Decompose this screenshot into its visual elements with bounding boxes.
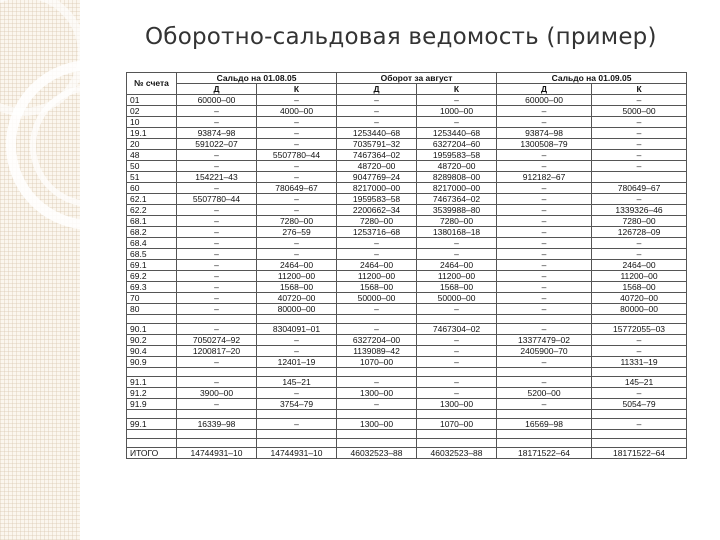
amount-cell: –: [337, 249, 417, 260]
amount-cell: 18171522–64: [497, 448, 592, 459]
table-row: [127, 106, 687, 117]
amount-cell: –: [177, 260, 257, 271]
account-cell: 68.1: [127, 216, 177, 227]
table-row: [127, 150, 687, 161]
table-row: [127, 161, 687, 172]
debit-header: Д: [337, 84, 417, 95]
amount-cell: –: [177, 183, 257, 194]
debit-header: Д: [177, 84, 257, 95]
amount-cell: [497, 368, 592, 377]
amount-cell: –: [497, 293, 592, 304]
amount-cell: 8289808–00: [417, 172, 497, 183]
amount-cell: –: [592, 335, 687, 346]
amount-cell: 46032523–88: [417, 448, 497, 459]
amount-cell: –: [257, 419, 337, 430]
amount-cell: –: [177, 117, 257, 128]
amount-cell: –: [257, 238, 337, 249]
amount-cell: 780649–67: [592, 183, 687, 194]
amount-cell: 93874–98: [177, 128, 257, 139]
amount-cell: –: [592, 194, 687, 205]
table-row: [127, 194, 687, 205]
amount-cell: 1200817–20: [177, 346, 257, 357]
amount-cell: 11331–19: [592, 357, 687, 368]
amount-cell: –: [257, 346, 337, 357]
amount-cell: 1253440–68: [417, 128, 497, 139]
amount-cell: 13377479–02: [497, 335, 592, 346]
amount-cell: –: [337, 117, 417, 128]
table-row: [127, 324, 687, 335]
amount-cell: [417, 315, 497, 324]
amount-cell: [177, 315, 257, 324]
amount-cell: [337, 410, 417, 419]
table-row: [127, 335, 687, 346]
amount-cell: 912182–67: [497, 172, 592, 183]
table-row: [127, 368, 687, 377]
amount-cell: –: [497, 216, 592, 227]
amount-cell: –: [497, 106, 592, 117]
amount-cell: 46032523–88: [337, 448, 417, 459]
table-row: [127, 238, 687, 249]
account-cell: 99.1: [127, 419, 177, 430]
amount-cell: –: [417, 117, 497, 128]
amount-cell: –: [497, 183, 592, 194]
amount-cell: –: [257, 161, 337, 172]
account-cell: 80: [127, 304, 177, 315]
credit-header: К: [257, 84, 337, 95]
amount-cell: [497, 430, 592, 439]
amount-cell: 48720–00: [417, 161, 497, 172]
account-cell: 90.1: [127, 324, 177, 335]
account-cell: 19.1: [127, 128, 177, 139]
amount-cell: 7280–00: [257, 216, 337, 227]
amount-cell: –: [417, 95, 497, 106]
table-row: [127, 139, 687, 150]
amount-cell: –: [257, 249, 337, 260]
amount-cell: 276–59: [257, 227, 337, 238]
amount-cell: –: [592, 150, 687, 161]
amount-cell: –: [592, 238, 687, 249]
amount-cell: [592, 368, 687, 377]
table-row: [127, 315, 687, 324]
amount-cell: –: [592, 161, 687, 172]
account-cell: 69.2: [127, 271, 177, 282]
amount-cell: 145–21: [592, 377, 687, 388]
table-row: [127, 172, 687, 183]
amount-cell: –: [592, 249, 687, 260]
amount-cell: –: [497, 117, 592, 128]
amount-cell: –: [257, 117, 337, 128]
credit-header: К: [417, 84, 497, 95]
table-row: [127, 95, 687, 106]
amount-cell: 1300–00: [337, 388, 417, 399]
amount-cell: [417, 410, 497, 419]
amount-cell: 1139089–42: [337, 346, 417, 357]
amount-cell: [177, 368, 257, 377]
turnover-header: Оборот за август: [337, 73, 497, 84]
account-cell: 68.2: [127, 227, 177, 238]
table-row: [127, 419, 687, 430]
account-number-header: № счета: [127, 73, 177, 95]
amount-cell: –: [177, 106, 257, 117]
amount-cell: [417, 430, 497, 439]
table-row: [127, 216, 687, 227]
amount-cell: 1568–00: [592, 282, 687, 293]
amount-cell: 5507780–44: [177, 194, 257, 205]
amount-cell: [417, 368, 497, 377]
account-cell: [127, 410, 177, 419]
table-row: [127, 346, 687, 357]
amount-cell: 12401–19: [257, 357, 337, 368]
account-cell: 69.1: [127, 260, 177, 271]
amount-cell: –: [257, 205, 337, 216]
amount-cell: –: [177, 238, 257, 249]
table-row: [127, 205, 687, 216]
amount-cell: 50000–00: [337, 293, 417, 304]
table-row: [127, 357, 687, 368]
amount-cell: 2464–00: [592, 260, 687, 271]
amount-cell: 591022–07: [177, 139, 257, 150]
account-cell: 91.1: [127, 377, 177, 388]
account-cell: 50: [127, 161, 177, 172]
table-body: [127, 95, 687, 459]
table-row: [127, 271, 687, 282]
table-row: [127, 448, 687, 459]
account-cell: 51: [127, 172, 177, 183]
amount-cell: –: [257, 139, 337, 150]
amount-cell: –: [257, 388, 337, 399]
amount-cell: –: [497, 194, 592, 205]
table-row: [127, 430, 687, 439]
amount-cell: 7280–00: [592, 216, 687, 227]
amount-cell: 3539988–80: [417, 205, 497, 216]
account-cell: 90.9: [127, 357, 177, 368]
amount-cell: –: [592, 388, 687, 399]
amount-cell: 2464–00: [257, 260, 337, 271]
amount-cell: –: [592, 419, 687, 430]
amount-cell: 11200–00: [257, 271, 337, 282]
amount-cell: –: [497, 205, 592, 216]
account-cell: 70: [127, 293, 177, 304]
table-row: [127, 304, 687, 315]
account-cell: [127, 315, 177, 324]
amount-cell: 50000–00: [417, 293, 497, 304]
amount-cell: 1568–00: [337, 282, 417, 293]
amount-cell: 11200–00: [592, 271, 687, 282]
account-cell: 62.2: [127, 205, 177, 216]
amount-cell: 126728–09: [592, 227, 687, 238]
amount-cell: 1253440–68: [337, 128, 417, 139]
amount-cell: 93874–98: [497, 128, 592, 139]
amount-cell: –: [592, 128, 687, 139]
amount-cell: –: [337, 399, 417, 410]
amount-cell: [337, 368, 417, 377]
amount-cell: 7280–00: [417, 216, 497, 227]
amount-cell: 60000–00: [497, 95, 592, 106]
amount-cell: –: [257, 95, 337, 106]
account-cell: [127, 439, 177, 448]
amount-cell: –: [177, 324, 257, 335]
amount-cell: 8217000–00: [337, 183, 417, 194]
amount-cell: –: [497, 161, 592, 172]
table-row: [127, 439, 687, 448]
amount-cell: 7035791–32: [337, 139, 417, 150]
amount-cell: –: [417, 249, 497, 260]
account-cell: 48: [127, 150, 177, 161]
amount-cell: –: [497, 304, 592, 315]
amount-cell: [257, 410, 337, 419]
amount-cell: 3754–79: [257, 399, 337, 410]
account-cell: 91.2: [127, 388, 177, 399]
turnover-balance-sheet: [126, 72, 687, 459]
credit-header: К: [592, 84, 687, 95]
table-row: [127, 227, 687, 238]
amount-cell: [337, 315, 417, 324]
amount-cell: 40720–00: [257, 293, 337, 304]
amount-cell: –: [417, 377, 497, 388]
amount-cell: [497, 315, 592, 324]
amount-cell: [592, 439, 687, 448]
account-cell: 90.2: [127, 335, 177, 346]
amount-cell: 1000–00: [417, 106, 497, 117]
amount-cell: [177, 410, 257, 419]
amount-cell: –: [417, 388, 497, 399]
amount-cell: –: [592, 95, 687, 106]
amount-cell: 1568–00: [257, 282, 337, 293]
amount-cell: [497, 410, 592, 419]
amount-cell: [177, 430, 257, 439]
account-cell: 20: [127, 139, 177, 150]
amount-cell: –: [497, 238, 592, 249]
amount-cell: [337, 439, 417, 448]
amount-cell: –: [177, 249, 257, 260]
amount-cell: 18171522–64: [592, 448, 687, 459]
amount-cell: 154221–43: [177, 172, 257, 183]
amount-cell: –: [497, 150, 592, 161]
table-row: [127, 183, 687, 194]
amount-cell: 14744931–10: [177, 448, 257, 459]
amount-cell: 5054–79: [592, 399, 687, 410]
opening-balance-header: Сальдо на 01.08.05: [177, 73, 337, 84]
amount-cell: 780649–67: [257, 183, 337, 194]
amount-cell: 11200–00: [337, 271, 417, 282]
amount-cell: 48720–00: [337, 161, 417, 172]
amount-cell: –: [257, 194, 337, 205]
amount-cell: 7467364–02: [337, 150, 417, 161]
amount-cell: –: [257, 335, 337, 346]
table-row: [127, 282, 687, 293]
amount-cell: 1339326–46: [592, 205, 687, 216]
amount-cell: [592, 172, 687, 183]
amount-cell: 6327204–60: [417, 139, 497, 150]
amount-cell: 6327204–00: [337, 335, 417, 346]
amount-cell: [257, 368, 337, 377]
amount-cell: [257, 430, 337, 439]
amount-cell: [417, 439, 497, 448]
amount-cell: –: [497, 377, 592, 388]
table-row: [127, 410, 687, 419]
amount-cell: –: [177, 227, 257, 238]
amount-cell: 16569–98: [497, 419, 592, 430]
table-header: [127, 73, 687, 95]
amount-cell: 5200–00: [497, 388, 592, 399]
amount-cell: 2405900–70: [497, 346, 592, 357]
amount-cell: –: [497, 260, 592, 271]
amount-cell: [497, 439, 592, 448]
closing-balance-header: Сальдо на 01.09.05: [497, 73, 687, 84]
account-cell: 90.4: [127, 346, 177, 357]
amount-cell: 7467304–02: [417, 324, 497, 335]
amount-cell: –: [177, 282, 257, 293]
amount-cell: –: [177, 357, 257, 368]
amount-cell: –: [337, 95, 417, 106]
amount-cell: 145–21: [257, 377, 337, 388]
amount-cell: 4000–00: [257, 106, 337, 117]
amount-cell: –: [592, 139, 687, 150]
amount-cell: 5000–00: [592, 106, 687, 117]
table-row: [127, 377, 687, 388]
amount-cell: –: [337, 106, 417, 117]
table-row: [127, 249, 687, 260]
table-row: [127, 260, 687, 271]
table-row: [127, 293, 687, 304]
amount-cell: –: [592, 346, 687, 357]
amount-cell: –: [257, 128, 337, 139]
amount-cell: 1070–00: [417, 419, 497, 430]
amount-cell: 40720–00: [592, 293, 687, 304]
amount-cell: –: [497, 271, 592, 282]
amount-cell: 1070–00: [337, 357, 417, 368]
amount-cell: –: [337, 377, 417, 388]
amount-cell: –: [337, 324, 417, 335]
amount-cell: –: [337, 238, 417, 249]
amount-cell: 14744931–10: [257, 448, 337, 459]
table-row: [127, 117, 687, 128]
amount-cell: 16339–98: [177, 419, 257, 430]
amount-cell: 80000–00: [592, 304, 687, 315]
account-cell: 01: [127, 95, 177, 106]
table-row: [127, 128, 687, 139]
amount-cell: –: [177, 205, 257, 216]
amount-cell: [257, 439, 337, 448]
amount-cell: 1253716–68: [337, 227, 417, 238]
account-cell: 69.3: [127, 282, 177, 293]
amount-cell: –: [497, 357, 592, 368]
amount-cell: 1959583–58: [337, 194, 417, 205]
amount-cell: –: [497, 324, 592, 335]
amount-cell: 80000–00: [257, 304, 337, 315]
amount-cell: [177, 439, 257, 448]
account-cell: 60: [127, 183, 177, 194]
amount-cell: –: [177, 216, 257, 227]
amount-cell: 3900–00: [177, 388, 257, 399]
account-cell: [127, 368, 177, 377]
account-cell: 68.4: [127, 238, 177, 249]
amount-cell: 7280–00: [337, 216, 417, 227]
amount-cell: [257, 315, 337, 324]
amount-cell: –: [177, 293, 257, 304]
amount-cell: 9047769–24: [337, 172, 417, 183]
account-cell: [127, 430, 177, 439]
amount-cell: 60000–00: [177, 95, 257, 106]
account-cell: 68.5: [127, 249, 177, 260]
amount-cell: 8217000–00: [417, 183, 497, 194]
amount-cell: –: [177, 304, 257, 315]
amount-cell: 2464–00: [337, 260, 417, 271]
amount-cell: 8304091–01: [257, 324, 337, 335]
amount-cell: –: [497, 249, 592, 260]
table-row: [127, 388, 687, 399]
amount-cell: 7467364–02: [417, 194, 497, 205]
amount-cell: –: [417, 335, 497, 346]
amount-cell: –: [177, 150, 257, 161]
amount-cell: 7050274–92: [177, 335, 257, 346]
amount-cell: 2464–00: [417, 260, 497, 271]
account-cell: 91.9: [127, 399, 177, 410]
table-row: [127, 399, 687, 410]
amount-cell: [592, 430, 687, 439]
amount-cell: 2200662–34: [337, 205, 417, 216]
amount-cell: –: [257, 172, 337, 183]
amount-cell: –: [177, 271, 257, 282]
amount-cell: 1300–00: [417, 399, 497, 410]
amount-cell: 1300–00: [337, 419, 417, 430]
slide-title: Оборотно-сальдовая ведомость (пример): [145, 24, 657, 50]
account-cell: 62.1: [127, 194, 177, 205]
amount-cell: 1300508–79: [497, 139, 592, 150]
amount-cell: –: [497, 399, 592, 410]
account-cell: ИТОГО: [127, 448, 177, 459]
amount-cell: 15772055–03: [592, 324, 687, 335]
amount-cell: [592, 410, 687, 419]
amount-cell: –: [177, 161, 257, 172]
amount-cell: –: [177, 399, 257, 410]
amount-cell: –: [417, 304, 497, 315]
amount-cell: [337, 430, 417, 439]
amount-cell: 11200–00: [417, 271, 497, 282]
amount-cell: 1959583–58: [417, 150, 497, 161]
amount-cell: –: [337, 304, 417, 315]
amount-cell: 1568–00: [417, 282, 497, 293]
account-cell: 02: [127, 106, 177, 117]
account-cell: 10: [127, 117, 177, 128]
debit-header: Д: [497, 84, 592, 95]
amount-cell: 1380168–18: [417, 227, 497, 238]
amount-cell: –: [417, 346, 497, 357]
amount-cell: –: [497, 227, 592, 238]
amount-cell: –: [592, 117, 687, 128]
amount-cell: –: [417, 238, 497, 249]
amount-cell: –: [177, 377, 257, 388]
amount-cell: [592, 315, 687, 324]
amount-cell: –: [417, 357, 497, 368]
amount-cell: 5507780–44: [257, 150, 337, 161]
amount-cell: –: [497, 282, 592, 293]
